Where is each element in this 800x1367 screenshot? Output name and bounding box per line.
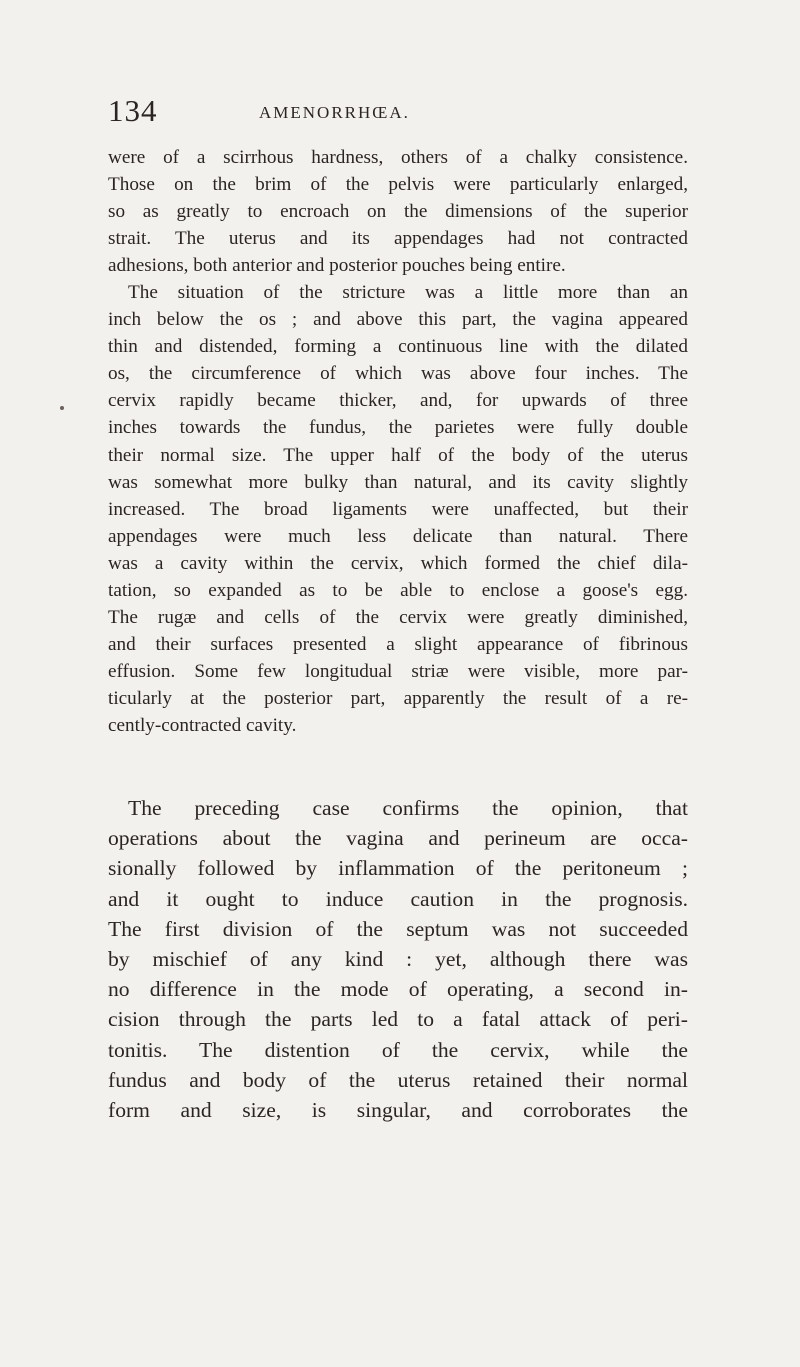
running-head [108, 93, 748, 129]
paragraph-continued [108, 144, 688, 279]
text-line: by mischief of any kind : yet, although there was [108, 946, 688, 971]
text-line: was somewhat more bulky than natural, and its cavity slightly [108, 471, 688, 493]
small-print-block [108, 144, 688, 739]
paragraph-stricture [108, 279, 688, 739]
text-line: increased. The broad ligaments were unaffected, but their [108, 498, 688, 520]
text-line: The preceding case confirms the opinion, that [128, 796, 688, 820]
text-line: form and size, is singular, and corroborates the [108, 1097, 688, 1122]
text-line: and it ought to induce caution in the prognosis. [108, 886, 688, 911]
page-number: 134 [108, 93, 158, 128]
text-line: tation, so expanded as to be able to enclose a goose's egg. [108, 579, 688, 601]
text-line: sionally followed by inflammation of the peritoneum ; [108, 856, 688, 881]
text-line: tonitis. The distention of the cervix, while the [108, 1037, 688, 1062]
text-line: operations about the vagina and perineum are occa- [108, 826, 688, 851]
text-line: inches towards the fundus, the parietes were fully double [108, 417, 688, 439]
text-line: so as greatly to encroach on the dimensions of the superior [108, 201, 688, 223]
text-line: was a cavity within the cervix, which formed the chief dila- [108, 552, 688, 574]
text-line: and their surfaces presented a slight appearance of fibrinous [108, 633, 688, 655]
text-line: their normal size. The upper half of the body of the uterus [108, 444, 688, 466]
text-line: The situation of the stricture was a little more than an [128, 282, 688, 304]
text-line: The rugæ and cells of the cervix were greatly diminished, [108, 606, 688, 628]
text-line: os, the circumference of which was above four inches. The [108, 363, 688, 385]
paragraph-commentary [108, 793, 688, 1125]
text-line: were of a scirrhous hardness, others of a chalky consistence. [108, 147, 688, 168]
text-line: cervix rapidly became thicker, and, for upwards of three [108, 390, 688, 412]
text-line: thin and distended, forming a continuous line with the dilated [108, 336, 688, 358]
text-line: adhesions, both anterior and posterior pouches being entire. [108, 255, 566, 277]
text-line: inch below the os ; and above this part, the vagina appeared [108, 309, 688, 331]
text-line: ticularly at the posterior part, apparently the result of a re- [108, 687, 688, 709]
text-line: effusion. Some few longitudual striæ were visible, more par- [108, 660, 688, 682]
text-line: The first division of the septum was not succeeded [108, 916, 688, 941]
text-line: appendages were much less delicate than natural. There [108, 525, 688, 547]
text-line: strait. The uterus and its appendages had not contracted [108, 228, 688, 250]
text-line: cision through the parts led to a fatal attack of peri- [108, 1007, 688, 1032]
text-line: no difference in the mode of operating, a second in- [108, 977, 688, 1002]
text-line: Those on the brim of the pelvis were particularly enlarged, [108, 174, 688, 196]
running-title: AMENORRHŒA. [259, 103, 410, 122]
text-line: cently-contracted cavity. [108, 714, 297, 736]
text-line: fundus and body of the uterus retained their normal [108, 1067, 688, 1092]
margin-mark [60, 406, 64, 410]
